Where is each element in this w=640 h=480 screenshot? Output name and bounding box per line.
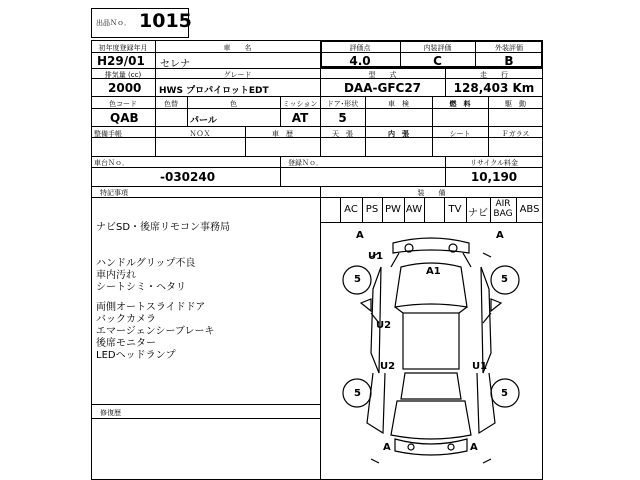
- interior-grade-label: 内装評価: [423, 44, 452, 52]
- equip-aw: AW: [405, 204, 423, 215]
- damage-mark: U2: [376, 320, 392, 331]
- maintenance-label: 整備手帳: [94, 130, 122, 138]
- equip-tv: TV: [448, 204, 462, 215]
- equip-pw: PW: [385, 204, 401, 215]
- color-label: 色: [230, 100, 237, 108]
- notes-first-line: ナビSD・後席リモコン事務局: [96, 222, 231, 233]
- fuel-label: 燃 料: [449, 100, 471, 108]
- chassis-label: 車台Ｎｏ．: [94, 159, 129, 167]
- inspection-label: 車 検: [388, 100, 409, 108]
- color-value: パール: [190, 116, 217, 126]
- drive-label: 駆 動: [505, 100, 526, 108]
- grade-label: グレード: [223, 71, 252, 79]
- recycle-label: リサイクル料金: [469, 159, 519, 167]
- car-name-label: 車 名: [223, 44, 252, 52]
- displacement-label: 排気量 (cc): [104, 71, 142, 79]
- model-label: 型 式: [368, 71, 397, 79]
- notes-line: ハンドルグリップ不良: [96, 258, 196, 269]
- mileage-value: 128,403 Km: [453, 81, 535, 95]
- history-label: 車 歴: [272, 130, 293, 138]
- color-code-value: QAB: [110, 111, 139, 125]
- displacement-value: 2000: [108, 81, 142, 95]
- exterior-grade-value: B: [504, 54, 514, 68]
- model-value: DAA-GFC27: [343, 81, 422, 95]
- damage-mark: 5: [501, 388, 508, 399]
- reg-no-label: 登録Ｎｏ．: [288, 159, 323, 167]
- equip-ac: AC: [344, 204, 358, 215]
- damage-mark: U1: [472, 361, 488, 372]
- door-value: 5: [338, 111, 347, 125]
- car-damage-diagram: [321, 223, 542, 479]
- nox-label: ＮＯＸ: [189, 130, 211, 138]
- grade-value: HWS プロパイロットEDT: [159, 86, 269, 96]
- mileage-label: 走 行: [480, 71, 508, 79]
- reg-date-value: H29/01: [97, 54, 145, 68]
- notes-line: バックカメラ: [96, 314, 156, 325]
- notes-line: 車内汚れ: [96, 270, 136, 281]
- recycle-value: 10,190: [470, 170, 518, 184]
- notes-title: 特記事項: [100, 189, 128, 197]
- interior-grade-value: C: [433, 54, 442, 68]
- equip-ps: PS: [365, 204, 379, 215]
- ceiling-label: 天 張: [332, 130, 353, 138]
- notes-line: シートシミ・ヘタリ: [96, 282, 186, 293]
- color-change-label: 色替: [164, 100, 178, 108]
- damage-mark: A: [470, 442, 478, 453]
- damage-mark: A: [383, 442, 391, 453]
- chassis-value: -030240: [160, 170, 216, 184]
- notes-line: 両側オートスライドドア: [96, 302, 206, 313]
- glass-label: Ｆガラス: [501, 130, 530, 138]
- mission-label: ミッション: [282, 100, 318, 108]
- damage-mark: 5: [354, 388, 361, 399]
- damage-mark: A: [496, 230, 504, 241]
- damage-mark: A: [356, 230, 364, 241]
- seat-label: シート: [449, 130, 471, 138]
- equip-abs: ABS: [519, 204, 540, 215]
- equipment-title: 装 備: [417, 189, 446, 197]
- score-value: 4.0: [349, 54, 371, 68]
- equip-navi: ナビ: [468, 208, 488, 219]
- equip-airbag: AIR BAG: [493, 199, 513, 219]
- damage-mark: A1: [426, 266, 441, 277]
- notes-line: 後席モニター: [96, 338, 156, 349]
- lot-label: 出品Ｎｏ．: [96, 19, 131, 27]
- damage-mark: U1: [368, 251, 384, 262]
- mission-value: AT: [291, 111, 309, 125]
- reg-date-label: 初年度登録年月: [98, 44, 148, 52]
- damage-mark: 5: [501, 274, 508, 285]
- lot-number: 1015: [139, 10, 192, 32]
- notes-line: エマージェンシーブレーキ: [96, 326, 215, 337]
- repair-history-title: 修復歴: [100, 409, 121, 417]
- score-label: 評価点: [349, 44, 371, 52]
- exterior-grade-label: 外装評価: [495, 44, 523, 52]
- inner-panel-label: 内 張: [388, 130, 409, 138]
- damage-mark: 5: [354, 274, 361, 285]
- car-name-value: セレナ: [160, 59, 190, 70]
- color-code-label: 色コード: [109, 100, 137, 108]
- door-label: ドア･形状: [326, 100, 359, 108]
- notes-line: LEDヘッドランプ: [96, 350, 176, 361]
- damage-mark: U2: [380, 361, 396, 372]
